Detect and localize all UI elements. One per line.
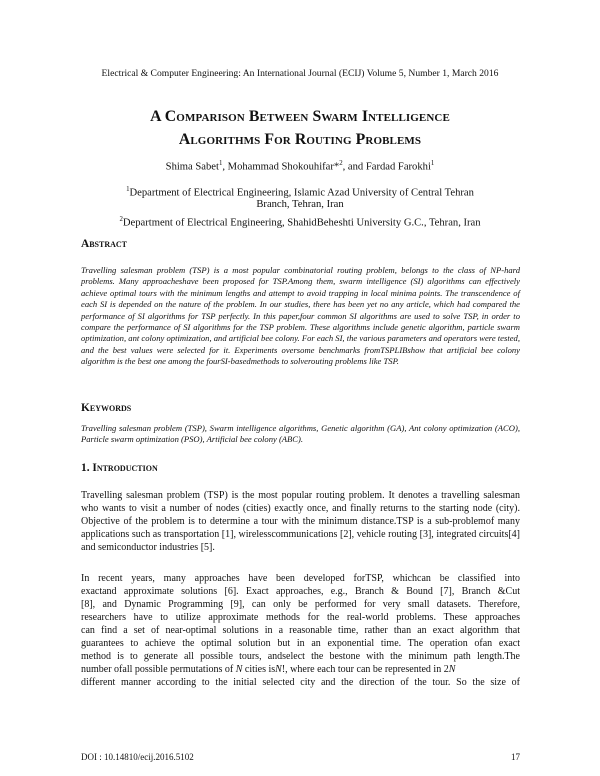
abstract-heading: Abstract — [81, 238, 128, 250]
intro-p2-line-9: different manner according to the initial selected city and the direction of the tour. So the size of — [81, 677, 520, 688]
intro-paragraph-1: Travelling salesman problem (TSP) is the most popular routing problem. It denotes a travelling salesman who wants to visit a number of nodes (cities) exactly once, and finally returns to the starting node (city). Objective of the problem is to determine a tour with the minimum distance.TSP is a sub-problemof many applications such as transportation [1], wirelesscommunications [2], vehicle routing [3], integrated circuits[4] and semiconductor industries [5]. — [81, 490, 520, 554]
p2-line8-n1: N — [235, 664, 243, 675]
author-1: Shima Sabet — [165, 161, 219, 173]
paper-title-text-1: A Comparison Between Swarm Intelligence — [150, 108, 450, 125]
journal-header: Electrical & Computer Engineering: An International Journal (ECIJ) Volume 5, Number 1, March 2016 — [101, 68, 499, 79]
paper-title-line2 — [0, 131, 600, 149]
keywords-text: Travelling salesman problem (TSP), Swarm intelligence algorithms, Genetic algorithm (GA), Ant colony optimization (ACO), Particle swarm optimization (PSO), Artificial bee colony (ABC). — [81, 423, 520, 445]
page-number: 17 — [511, 752, 520, 762]
p2-line8-c: cities is — [244, 664, 276, 675]
paper-title-line1 — [0, 108, 600, 126]
affiliation-1-line1: Department of Electrical Engineering, Islamic Azad University of Central Tehran — [129, 187, 474, 199]
p2-line8-a: number ofall possible permutations of — [81, 664, 234, 675]
intro-p2-line-6: guarantees to achieve the optimal solution but in an exponential time. The operation ofan exact — [81, 638, 520, 649]
affiliation-2 — [0, 212, 600, 231]
keywords-heading: Keywords — [81, 402, 132, 414]
author-3: , and Fardad Farokhi — [342, 161, 431, 173]
abstract-text: Travelling salesman problem (TSP) is a most popular combinatorial routing problem, belongs to the class of NP-hard problems. Many approacheshave been proposed for TSP.Among them, swarm intelligence (SI) algorithms can effectively achieve optimal tours with the minimum lengths and attempt to avoid trapping in local minima points. The transcendence of each SI is depended on the nature of the problem. In our studies, there has been yet no any article, which had compared the performance of SI algorithms for TSP perfectly. In this paper,four common SI algorithms are used to solve TSP, in order to compare the performance of SI algorithms for the TSP problem. These algorithms include genetic algorithm, particle swarm optimization, ant colony optimization, and artificial bee colony. For each SI, the various parameters and operators were tested, and the best values were selected for it. Experiments oversome benchmarks fromTSPLIBshow that artificial bee colony algorithm is the best one among the fourSI-basedmethods to solverouting problems like TSP. — [81, 265, 520, 367]
intro-p2-line-2: exactand approximate solutions [6]. Exact approaches, e.g., Branch & Bound [7], Branch &Cut — [81, 586, 520, 597]
p2-line8-n3: N — [448, 664, 456, 675]
intro-p2-line-3: [8], and Dynamic Programming [9], can only be performed for very small datasets. Therefore, — [81, 599, 520, 610]
introduction-heading: 1. Introduction — [81, 462, 158, 474]
paper-title-text-2: Algorithms For Routing Problems — [178, 131, 422, 148]
author-2: , Mohammad Shokouhifar* — [222, 161, 340, 173]
p2-line8-e: !, where each tour can be represented in 2 — [281, 664, 449, 675]
author-2-affil: 2 — [339, 160, 343, 167]
intro-p2-line-5: can find a set of near-optimal solutions in a reasonable time, rather than an exact algorithm that — [81, 625, 520, 636]
doi: DOI : 10.14810/ecij.2016.5102 — [81, 752, 194, 762]
author-1-affil: 1 — [218, 160, 223, 167]
affiliation-2-line1: Department of Electrical Engineering, ShahidBeheshti University G.C., Tehran, Iran — [122, 217, 481, 229]
intro-p2-line-8 — [81, 664, 520, 675]
affiliation-1-marker: 1 — [126, 186, 130, 193]
intro-p2-line-1: In recent years, many approaches have been developed forTSP, whichcan be classified into — [81, 573, 520, 584]
author-list — [0, 160, 600, 173]
intro-p2-line-7: method is to generate all possible tours, andselect the bestone with the minimum path length.The — [81, 651, 520, 662]
affiliation-2-marker: 2 — [119, 216, 123, 223]
author-3-affil: 1 — [430, 160, 435, 167]
p2-line8-n2: N — [275, 664, 282, 675]
affiliation-1-cont: Branch, Tehran, Iran — [256, 199, 344, 210]
intro-p2-line-4: researchers have to utilize approximate methods for the real-world problems. These approaches — [81, 612, 520, 623]
